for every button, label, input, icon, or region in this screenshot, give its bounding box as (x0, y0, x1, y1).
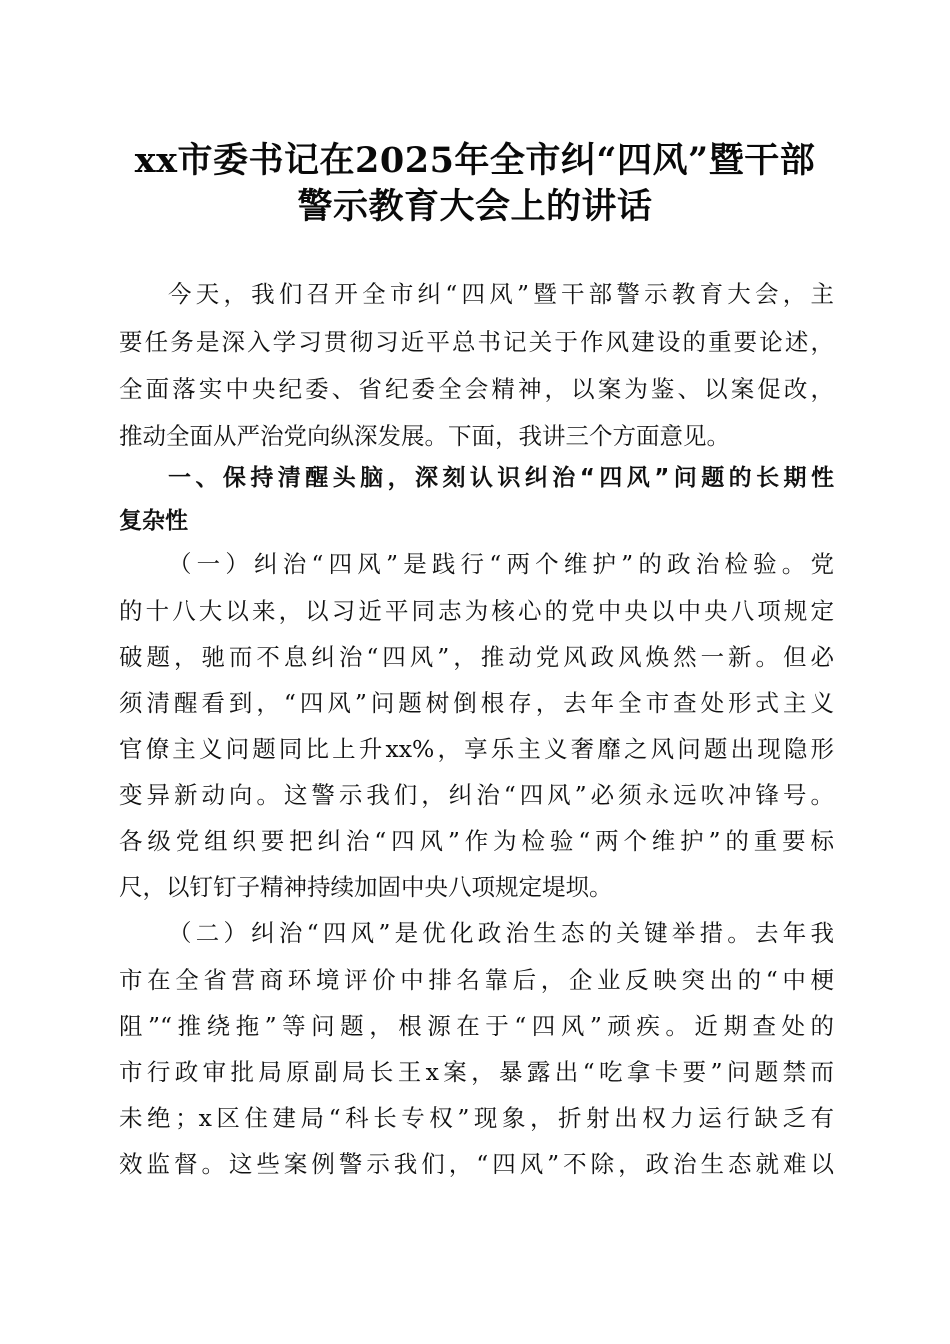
paragraph-2-line: 市在全省营商环境评价中排名靠后，企业反映突出的“中梗 (119, 966, 834, 994)
paragraph-1-line: 尺，以钉钉子精神持续加固中央八项规定堤坝。 (119, 873, 613, 901)
paragraph-1-line: 各级党组织要把纠治“四风”作为检验“两个维护”的重要标 (119, 827, 834, 855)
intro-line: 今天，我们召开全市纠“四风”暨干部警示教育大会，主 (168, 280, 834, 308)
paragraph-1-line: 的十八大以来，以习近平同志为核心的党中央以中央八项规定 (119, 597, 834, 625)
paragraph-1-line: 破题，驰而不息纠治“四风”，推动党风政风焕然一新。但必 (119, 643, 834, 671)
section-heading-line: 一、保持清醒头脑，深刻认识纠治“四风”问题的长期性 (168, 465, 834, 491)
section-heading-line: 复杂性 (119, 508, 188, 534)
paragraph-2-line: 未绝；x区住建局“科长专权”现象，折射出权力运行缺乏有 (119, 1104, 834, 1132)
intro-line: 推动全面从严治党向纵深发展。下面，我讲三个方面意见。 (119, 422, 730, 450)
intro-line: 要任务是深入学习贯彻习近平总书记关于作风建设的重要论述， (119, 328, 834, 356)
document-title-line-2: 警示教育大会上的讲话 (297, 186, 653, 227)
paragraph-2-line: （二）纠治“四风”是优化政治生态的关键举措。去年我 (168, 919, 834, 947)
paragraph-2-line: 市行政审批局原副局长王x案，暴露出“吃拿卡要”问题禁而 (119, 1058, 834, 1086)
paragraph-1-line: 官僚主义问题同比上升xx%，享乐主义奢靡之风问题出现隐形 (119, 735, 834, 763)
intro-line: 全面落实中央纪委、省纪委全会精神，以案为鉴、以案促改， (119, 375, 834, 403)
paragraph-2-line: 阻”“推绕拖”等问题，根源在于“四风”顽疾。近期查处的 (119, 1012, 834, 1040)
paragraph-1-line: 变异新动向。这警示我们，纠治“四风”必须永远吹冲锋号。 (119, 781, 834, 809)
paragraph-1-line: （一）纠治“四风”是践行“两个维护”的政治检验。党 (168, 550, 834, 578)
paragraph-1-line: 须清醒看到，“四风”问题树倒根存，去年全市查处形式主义 (119, 689, 834, 717)
document-title-line-1: xx市委书记在2025年全市纠“四风”暨干部 (134, 140, 816, 181)
paragraph-2-line: 效监督。这些案例警示我们，“四风”不除，政治生态就难以 (119, 1150, 834, 1178)
